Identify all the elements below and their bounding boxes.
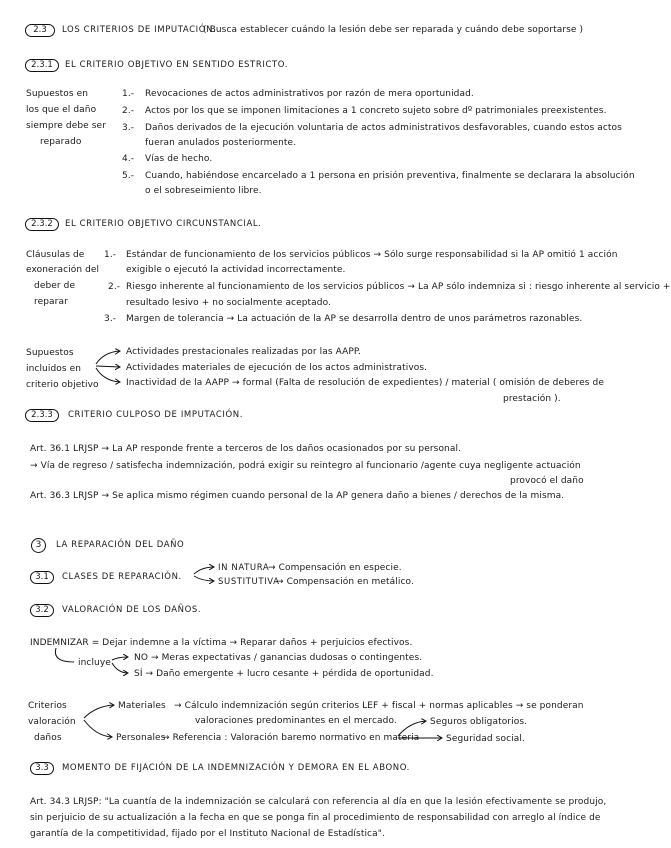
article-quote-line: garantía de la competitividad, fijado por el Instituto Nacional de Estadística". — [30, 829, 385, 839]
incluye-bracket — [55, 648, 74, 662]
materiales-continuation: valoraciones predominantes en el mercado. — [195, 716, 397, 726]
no-branch: NO → Meras expectativas / ganancias dudosas o contingentes. — [134, 653, 423, 663]
seguridad-social-branch: Seguridad social. — [446, 734, 525, 744]
section-title-2-3-3: CRITERIO CULPOSO DE IMPUTACIÓN. — [68, 410, 244, 420]
list-item-continuation: fueran anulados posteriormente. — [145, 138, 297, 148]
section-number-3: 3 — [31, 538, 46, 553]
section-title-3: LA REPARACIÓN DEL DAÑO — [56, 540, 185, 550]
list-item-text: Vías de hecho. — [145, 154, 213, 164]
side-label-line: daños — [34, 733, 62, 743]
seguros-branch: Seguros obligatorios. — [430, 717, 528, 727]
section-number-2-3-1: 2.3.1 — [25, 59, 59, 72]
article-line-continuation: provocó el daño — [510, 476, 584, 486]
article-line: Art. 36.3 LRJSP → Se aplica mismo régimen cuando personal de la AP genera daño a bienes / derechos de la misma. — [30, 491, 565, 501]
list-item-text: Margen de tolerancia → La actuación de la AP se desarrolla dentro de unos parámetros razonables. — [126, 314, 583, 324]
materiales-text: → Cálculo indemnización según criterios LEF + fiscal + normas aplicables → se ponderan — [174, 701, 584, 711]
branch-arrow — [398, 721, 426, 736]
side-label-line: Supuestos en — [26, 89, 89, 99]
list-item-number: 1.- — [104, 250, 117, 260]
branch-text: → Compensación en especie. — [268, 563, 402, 573]
branch-item: Actividades prestacionales realizadas por las AAPP. — [126, 347, 361, 357]
list-item-number: 3.- — [104, 314, 117, 324]
section-title-3-1: CLASES DE REPARACIÓN. — [62, 572, 182, 582]
branch-arrow — [96, 366, 120, 367]
list-item-text: Riesgo inherente al funcionamiento de los servicios públicos → La AP sólo indemniza si : riesgo inherente al servicio + — [126, 282, 671, 292]
branch-item-continuation: prestación ). — [503, 394, 561, 404]
article-quote-line: sin perjuicio de su actualización a la fecha en que se ponga fin al procedimiento de responsabilidad con arreglo al índice de — [30, 813, 601, 823]
section-note-2-3: ( Busca establecer cuándo la lesión debe ser reparada y cuándo debe soportarse ) — [203, 25, 584, 35]
list-item-continuation: exigible o ejecutó la actividad incorrectamente. — [126, 265, 346, 275]
section-number-3-1: 3.1 — [30, 571, 54, 584]
section-number-3-2: 3.2 — [30, 604, 54, 617]
side-label-line: valoración — [28, 717, 76, 727]
branch-arrow — [194, 576, 214, 581]
branch-item: Inactividad de la AAPP → formal (Falta de resolución de expedientes) / material ( omisión de deberes de — [126, 378, 604, 388]
branch-arrow — [112, 663, 128, 673]
section-title-2-3-2: EL CRITERIO OBJETIVO CIRCUNSTANCIAL. — [65, 219, 262, 229]
list-item-text: Cuando, habiéndose encarcelado a 1 persona en prisión preventiva, finalmente se declarara la absolución — [145, 171, 635, 181]
branch-arrow — [96, 351, 120, 364]
branch-label: SUSTITUTIVA — [218, 577, 280, 587]
side-label-line: Supuestos — [26, 348, 74, 358]
side-label-line: siempre debe ser — [26, 121, 106, 131]
definition-line: INDEMNIZAR = Dejar indemne a la víctima → Reparar daños + perjuicios efectivos. — [30, 638, 413, 648]
article-line: → Vía de regreso / satisfecha indemnización, podrá exigir su reintegro al funcionario /agente cuya negligente actuación — [30, 461, 581, 471]
article-line: Art. 36.1 LRJSP → La AP responde frente a terceros de los daños ocasionados por su personal. — [30, 444, 462, 454]
side-label-line: incluidos en — [26, 364, 82, 374]
section-title-3-3: MOMENTO DE FIJACIÓN DE LA INDEMNIZACIÓN Y DEMORA EN EL ABONO. — [62, 763, 410, 773]
list-item-text: Estándar de funcionamiento de los servicios públicos → Sólo surge responsabilidad si la AP omitió 1 acción — [126, 250, 618, 260]
side-label-line: Cláusulas de — [26, 250, 85, 260]
branch-arrow — [112, 657, 128, 660]
section-title-2-3: LOS CRITERIOS DE IMPUTACIÓN. — [62, 25, 217, 35]
list-item-continuation: o el sobreseimiento libre. — [145, 186, 262, 196]
list-item-number: 5.- — [122, 171, 135, 181]
section-number-2-3-2: 2.3.2 — [25, 218, 59, 231]
list-item-number: 2.- — [108, 282, 121, 292]
branch-arrow — [84, 705, 114, 718]
side-label-line: los que el daño — [26, 105, 97, 115]
section-number-2-3: 2.3 — [25, 24, 55, 37]
side-label-line: exoneración del — [26, 265, 100, 275]
materiales-label: Materiales — [118, 701, 166, 711]
side-label-line: reparado — [40, 137, 82, 147]
branch-arrow — [194, 567, 214, 574]
branch-item: Actividades materiales de ejecución de los actos administrativos. — [126, 363, 428, 373]
si-branch: SÍ → Daño emergente + lucro cesante + pérdida de oportunidad. — [134, 669, 434, 679]
personales-label: Personales — [116, 733, 166, 743]
list-item-number: 1.- — [122, 89, 135, 99]
side-label-line: deber de — [34, 281, 76, 291]
list-item-continuation: resultado lesivo + no socialmente aceptado. — [126, 298, 332, 308]
branch-label: IN NATURA — [218, 563, 270, 573]
side-label-line: criterio objetivo — [26, 380, 99, 390]
list-item-text: Actos por los que se imponen limitaciones a 1 concreto sujeto sobre dº patrimoniales preexistentes. — [145, 106, 607, 116]
section-number-3-3: 3.3 — [30, 762, 54, 775]
list-item-text: Revocaciones de actos administrativos por razón de mera oportunidad. — [145, 89, 474, 99]
section-title-2-3-1: EL CRITERIO OBJETIVO EN SENTIDO ESTRICTO. — [65, 60, 289, 70]
personales-text: → Referencia : Valoración baremo normativo en materia — [162, 733, 420, 743]
list-item-number: 4.- — [122, 154, 135, 164]
list-item-number: 2.- — [122, 106, 135, 116]
branch-arrow — [84, 720, 112, 737]
incluye-label: incluye — [78, 658, 111, 668]
list-item-text: Daños derivados de la ejecución voluntaria de actos administrativos desfavorables, cuando estos actos — [145, 123, 622, 133]
section-title-3-2: VALORACIÓN DE LOS DAÑOS. — [62, 605, 202, 615]
branch-text: → Compensación en metálico. — [276, 577, 414, 587]
section-number-2-3-3: 2.3.3 — [25, 409, 59, 422]
list-item-number: 3.- — [122, 123, 135, 133]
side-label-line: reparar — [34, 297, 68, 307]
branch-arrow — [96, 368, 120, 382]
article-quote-line: Art. 34.3 LRJSP: "La cuantía de la indemnización se calculará con referencia al día en que la lesión efectivamente se produjo, — [30, 797, 607, 807]
side-label-line: Criterios — [28, 701, 67, 711]
